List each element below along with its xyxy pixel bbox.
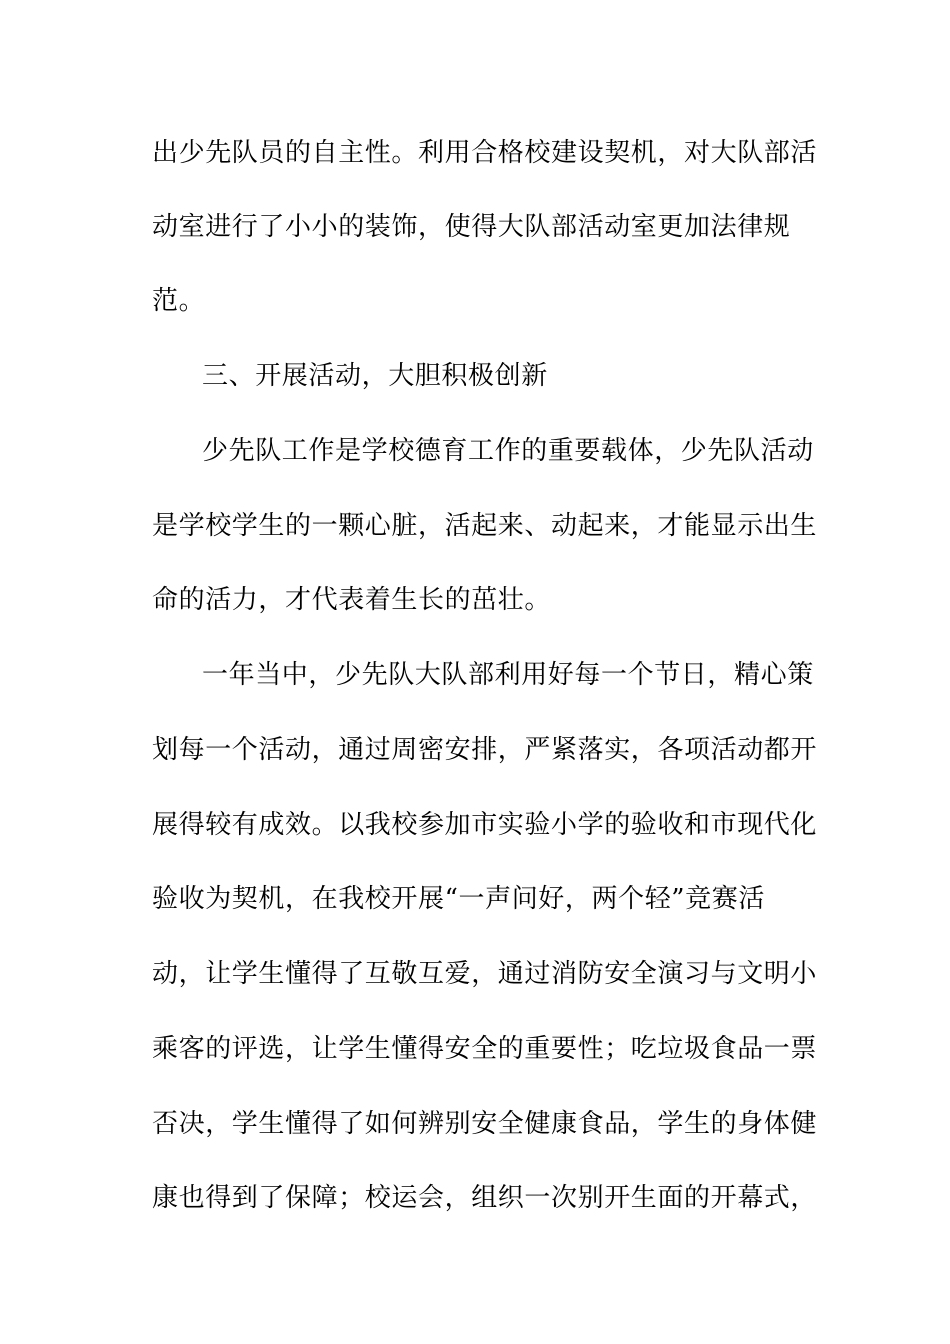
text-line: 是学校学生的一颗心脏，活起来、动起来，才能显示出生 xyxy=(152,511,818,541)
text-line: 否决，学生懂得了如何辨别安全健康食品，学生的身体健 xyxy=(152,1109,818,1139)
text-line: 展得较有成效。以我校参加市实验小学的验收和市现代化 xyxy=(152,810,818,840)
section-heading: 三、开展活动，大胆积极创新 xyxy=(202,361,548,391)
text-line: 少先队工作是学校德育工作的重要载体，少先队活动 xyxy=(202,436,814,466)
text-line: 验收为契机，在我校开展“一声问好，两个轻”竞赛活 xyxy=(152,884,765,914)
text-line: 乘客的评选，让学生懂得安全的重要性；吃垃圾食品一票 xyxy=(152,1034,818,1064)
text-line: 康也得到了保障；校运会，组织一次别开生面的开幕式， xyxy=(152,1183,818,1213)
text-line: 命的活力，才代表着生长的茁壮。 xyxy=(152,585,552,615)
text-line: 出少先队员的自主性。利用合格校建设契机，对大队部活 xyxy=(152,138,818,168)
text-line: 动，让学生懂得了互敬互爱，通过消防安全演习与文明小 xyxy=(152,959,818,989)
text-line: 范。 xyxy=(152,286,206,316)
text-line: 划每一个活动，通过周密安排，严紧落实，各项活动都开 xyxy=(152,735,818,765)
text-line: 一年当中，少先队大队部利用好每一个节日，精心策 xyxy=(202,660,814,690)
text-line: 动室进行了小小的装饰，使得大队部活动室更加法律规 xyxy=(152,212,791,242)
